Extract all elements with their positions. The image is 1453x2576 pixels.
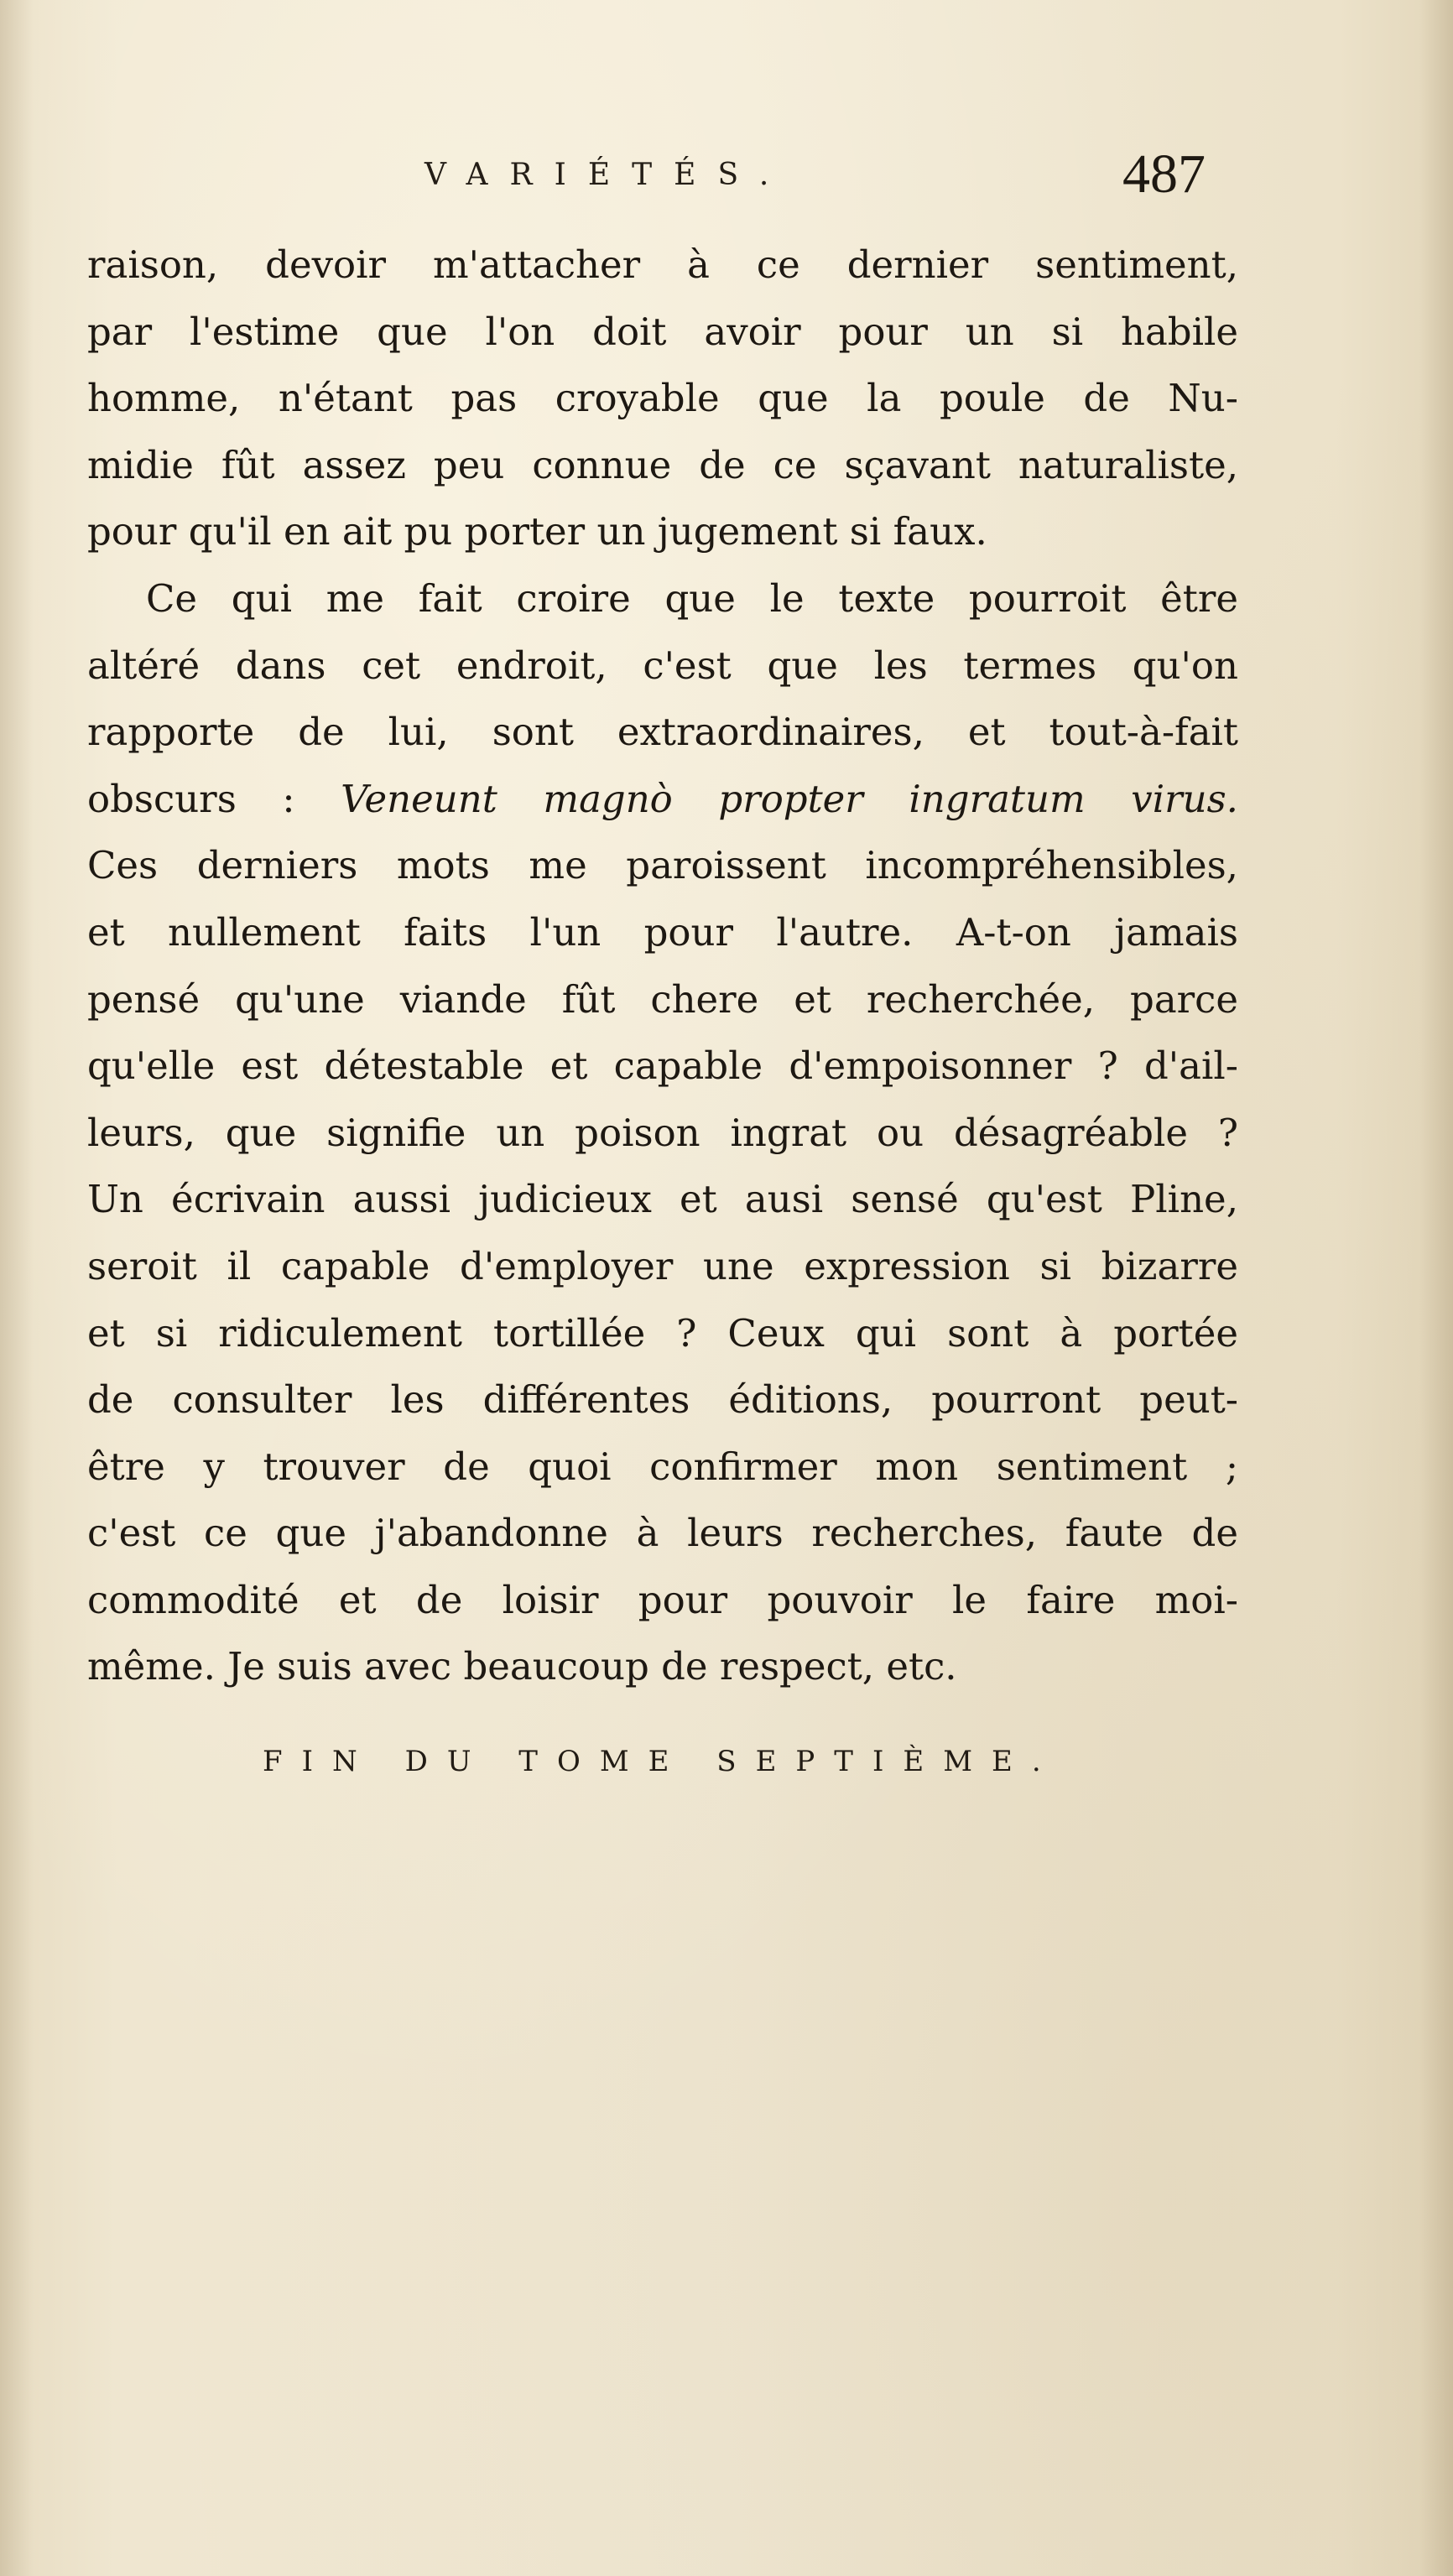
text-line-with-quote bbox=[87, 766, 1238, 833]
text-segment: obscurs : bbox=[87, 776, 341, 821]
text-line: par l'estime que l'on doit avoir pour un si habile bbox=[87, 309, 1238, 354]
text-line: commodité et de loisir pour pouvoir le faire moi- bbox=[87, 1577, 1238, 1622]
text-line: pour qu'il en ait pu porter un jugement si faux. bbox=[87, 509, 987, 554]
text-line: et si ridiculement tortillée ? Ceux qui sont à portée bbox=[87, 1310, 1238, 1356]
text-line: altéré dans cet endroit, c'est que les termes qu'on bbox=[87, 643, 1238, 688]
text-line: seroit il capable d'employer une expression si bizarre bbox=[87, 1243, 1238, 1288]
text-line: qu'elle est détestable et capable d'empoisonner ? d'ail- bbox=[87, 1043, 1238, 1089]
text-line: rapporte de lui, sont extraordinaires, et tout-à-fait bbox=[87, 710, 1238, 755]
text-line: de consulter les différentes éditions, pourront peut- bbox=[87, 1377, 1238, 1423]
page-number: 487 bbox=[1122, 143, 1206, 205]
text-line: raison, devoir m'attacher à ce dernier sentiment, bbox=[87, 242, 1238, 287]
text-line: et nullement faits l'un pour l'autre. A-t-on jamais bbox=[87, 909, 1238, 955]
text-line: c'est ce que j'abandonne à leurs recherches, faute de bbox=[87, 1511, 1238, 1556]
text-line: pensé qu'une viande fût chere et recherchée, parce bbox=[87, 976, 1238, 1022]
text-line: être y trouver de quoi confirmer mon sentiment ; bbox=[87, 1444, 1238, 1489]
text-line: Ce qui me fait croire que le texte pourroit être bbox=[146, 575, 1238, 621]
body-text bbox=[87, 232, 1238, 1700]
text-line: Un écrivain aussi judicieux et ausi sensé qu'est Pline, bbox=[87, 1177, 1238, 1222]
latin-quote: Veneunt magnò propter ingratum virus. bbox=[341, 776, 1238, 821]
colophon: FIN DU TOME SEPTIÈME. bbox=[263, 1745, 1060, 1778]
page-edge-shadow-left bbox=[0, 0, 34, 2576]
running-title: VARIÉTÉS. bbox=[424, 158, 791, 192]
text-line: même. Je suis avec beaucoup de respect, etc. bbox=[87, 1644, 957, 1689]
text-line: leurs, que signifie un poison ingrat ou désagréable ? bbox=[87, 1110, 1238, 1155]
text-line: homme, n'étant pas croyable que la poule de Nu- bbox=[87, 376, 1238, 421]
page-edge-shadow-right bbox=[1419, 0, 1453, 2576]
text-line: Ces derniers mots me paroissent incompréhensibles, bbox=[87, 843, 1238, 888]
running-head bbox=[0, 143, 1453, 218]
text-line: midie fût assez peu connue de ce sçavant naturaliste, bbox=[87, 442, 1238, 487]
